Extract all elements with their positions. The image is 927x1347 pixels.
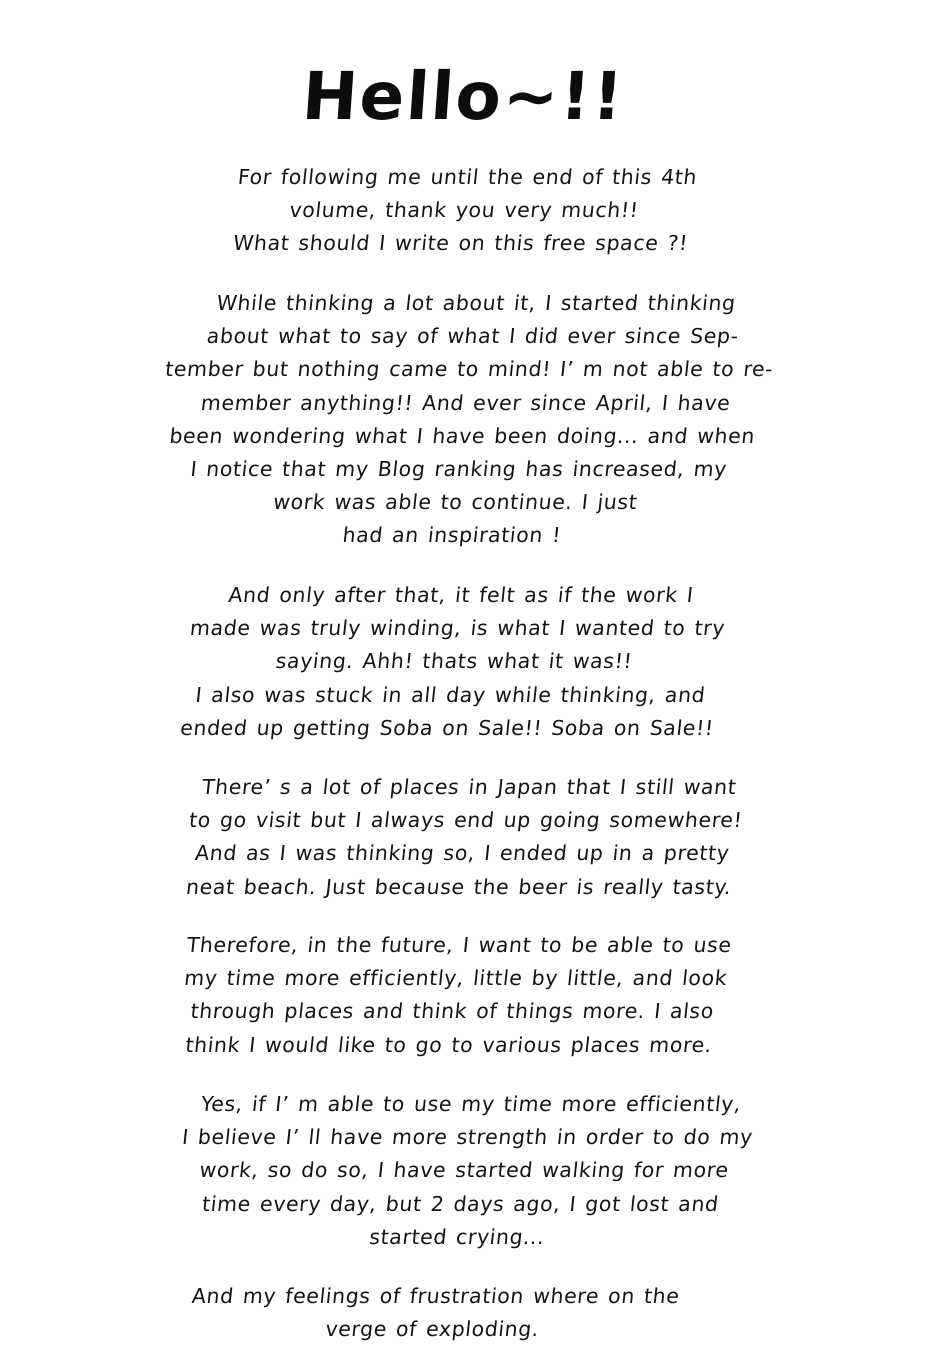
paragraph-japan-places: There’ s a lot of places in Japan that I still want to go visit but I always end up going somewhere! And as I was thinking so, I ended up in a pretty neat beach. Just because the beer is really tasty. (184, 774, 744, 899)
paragraph-thinking: While thinking a lot about it, I started thinking about what to say of what I did ever since Sep- tember but nothing came to mind! I’ m not able to re- member anything!! And ever since April, I have been wondering what I have been doing... and when I notice that my Blog ranking has increased, my work was able to continue. I just had an inspiration ! (163, 290, 775, 548)
paragraph-frustration: And my feelings of frustration where on the verge of exploding. (190, 1284, 681, 1342)
paragraph-walking: Yes, if I’ m able to use my time more efficiently, I believe I’ ll have more strength in order to do my work, so do so, I have started walking for more time every day, but 2 days ago, I got lost and started crying... (180, 1092, 754, 1249)
afterword-body (114, 161, 814, 1346)
paragraph-future-time: Therefore, in the future, I want to be able to use my time more efficiently, little by little, and look through places and think of things more. I also think I would like to go to various places more. (182, 933, 733, 1057)
paragraph-intro: For following me until the end of this 4th volume, thank you very much!! What should I write on this free space ?! (231, 165, 698, 256)
paragraph-winding: And only after that, it felt as if the work I made was truly winding, is what I wanted to try saying. Ahh! thats what it was!! I also was stuck in all day while thinking, and ended up getting Soba on Sale!! Soba on Sale!! (178, 582, 726, 740)
page-title: Hello~!! (299, 58, 628, 135)
